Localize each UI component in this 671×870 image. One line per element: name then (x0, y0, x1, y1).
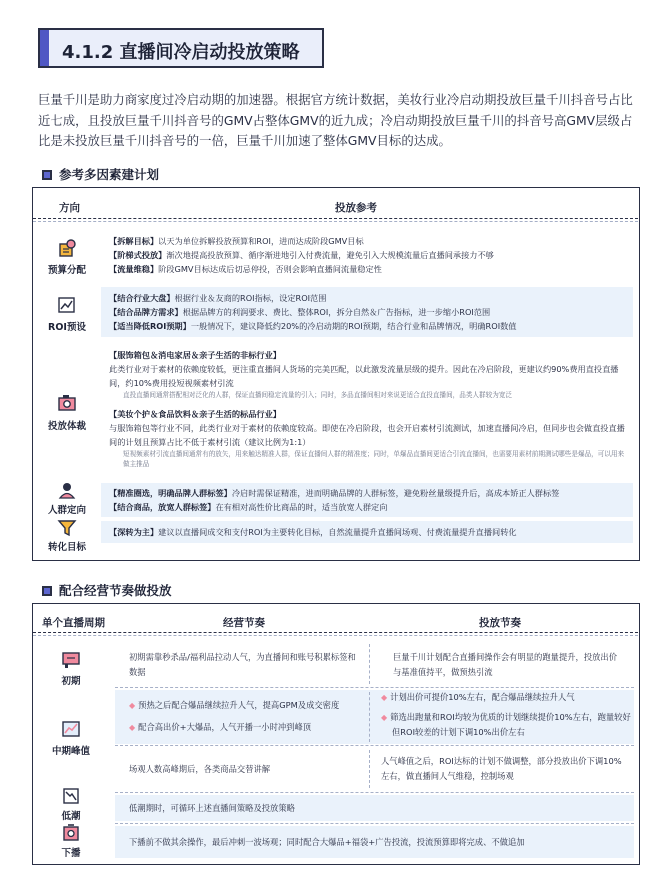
creative-group-1-tag (109, 348, 629, 362)
rising-chart-icon (61, 719, 81, 739)
line-text: 根据品牌方的利润要求、费比、整体ROI，拆分自然＆广告指标，进一步缩小ROI范围 (182, 307, 491, 317)
section-title-box (38, 28, 324, 68)
title-accent-bar (40, 30, 49, 66)
row-divider (115, 792, 634, 793)
creative-group-2-tag (109, 407, 629, 421)
early-placement: 巨量千川计划配合直播间操作会有明显的跑量提升，投放出价与基准值持平，做预热引流 (393, 652, 618, 677)
user-icon (57, 480, 77, 500)
audience-line-1 (109, 486, 629, 500)
creative-group-1-text: 此类行业对于素材的依赖度较低，更注重直播间人货场的完美匹配，以此激发流量层级的提升。因此在冷启阶段，更建议约90%费用直投直播间，约10%费用投短视频素材引流 (109, 364, 619, 388)
peak-operation-2: 场观人数高峰期后，各类商品交替讲解 (129, 764, 271, 774)
row-divider (115, 823, 634, 824)
line-tag: 【流量维稳】 (109, 264, 159, 274)
column-separator (369, 692, 370, 742)
row-audience-text (109, 486, 629, 514)
line-tag: 【结合商品，放宽人群标签】 (109, 502, 216, 512)
bullet-text: 计划出价可提价10%左右，配合爆品继续拉升人气 (390, 692, 575, 702)
line-tag: 【深转为主】 (109, 527, 159, 537)
row-conversion-text (109, 525, 629, 539)
megaphone-icon (61, 650, 81, 670)
line-text: 建议以直播间成交和支付ROI为主要转化目标，自然流量提升直播间场观、付费流量提升直播间转化 (158, 527, 517, 537)
factor-table (32, 187, 640, 561)
line-text: 以天为单位拆解投放预算和ROI，进而达成阶段GMV目标 (158, 236, 364, 246)
peak-placement-bullet-1 (381, 690, 631, 706)
end-broadcast-icon (61, 823, 81, 843)
creative-group-2-note: 短视频素材引流直播间通常有的放矢，用来触达精准人群，保证直播间人群的精准度；同时，单爆品直播间更适合引流直播间，也需要用素材前期测试哪些是爆品，可以用来做主推品 (123, 449, 625, 468)
page-title: 4.1.2 直播间冷启动投放策略 (62, 42, 300, 63)
peak-placement-2: 人气峰值之后，ROI达标的计划不做调整，部分投放出价下调10%左右，做直播间人气维稳，控制场观 (381, 756, 622, 781)
header-divider (33, 218, 638, 219)
row-label-peak: 中期峰值 (51, 746, 90, 757)
col-direction: 方向 (59, 202, 80, 214)
diamond-bullet-icon: ◆ (381, 712, 388, 722)
creative-group-2-text: 与服饰箱包等行业不同，此类行业对于素材的依赖度较高。即使在冷启阶段，也会开启素材引流测试，加速直播间冷启，但同步也会做直投直播间的计划且预算占比不低于素材引流（建议比例为1:1） (109, 422, 625, 447)
section1-heading (42, 165, 159, 183)
row-label-conversion: 转化目标 (47, 542, 86, 553)
col-placement: 投放节奏 (479, 617, 521, 629)
line-text: 冷启时需保证精准，进而明确品牌的人群标签，避免粉丝量级提升后，高成本矫正人群标签 (231, 488, 560, 498)
roi-line-3 (109, 319, 629, 333)
line-tag: 【适当降低ROI预期】 (109, 321, 191, 331)
peak-placement-bullets (381, 690, 631, 740)
row-label-budget: 预算分配 (47, 265, 86, 276)
row-divider (115, 745, 634, 746)
peak-operation-bullets (129, 698, 364, 735)
row-label-roi: ROI预设 (48, 322, 86, 333)
line-text: 渐次地提高投放预算、循序渐进地引入付费流量，避免引入大规模流量后直播间承接力不够 (166, 250, 494, 260)
intro-paragraph: 巨量千川是助力商家度过冷启动期的加速器。根据官方统计数据，美妆行业冷启动期投放巨量千川抖音号占比近七成，且投放巨量千川抖音号的GMV占整体GMV的近九成；冷启动期投放巨量千川的抖音号高GMV层级占比是未投放巨量千川抖音号的一倍，巨量千川加速了整体GMV目标的达成。 (38, 92, 633, 148)
audience-line-2 (109, 500, 629, 514)
header-divider-2 (33, 635, 638, 636)
row-budget-text (109, 234, 629, 276)
line-tag: 【阶梯式投放】 (109, 250, 167, 260)
declining-chart-icon (61, 787, 81, 807)
low-text: 低潮期时，可循环上述直播间策略及投放策略 (129, 803, 295, 813)
group-tag: 【服饰箱包＆消电家居＆亲子生活的非标行业】 (109, 350, 281, 360)
col-period: 单个直播周期 (42, 617, 105, 629)
creative-group-1-note: 直投直播间通常搭配相对泛化的人群，保证直播间稳定流量的引入；同时，多品直播间相对来说更适合直投直播间，品类人群较为宽泛 (123, 391, 513, 399)
bullet-text: 筛选出跑量和ROI均较为优质的计划继续提价10%左右，跑量较好但ROI较差的计划下调10%出价左右 (390, 711, 631, 737)
section2-heading-text: 配合经营节奏做投放 (59, 583, 172, 598)
trend-chart-icon (57, 295, 77, 315)
budget-line-1 (109, 234, 629, 248)
conversion-line-1 (109, 525, 629, 539)
line-text: 在有相对高性价比商品的时，适当放宽人群定向 (215, 502, 388, 512)
column-separator (369, 644, 370, 684)
group-tag: 【美妆个护＆食品饮料＆亲子生活的标品行业】 (109, 408, 281, 419)
budget-icon (57, 238, 77, 258)
peak-operation-bullet-1 (129, 698, 364, 714)
row-divider (115, 687, 634, 688)
row-label-creative: 投放体裁 (47, 421, 86, 432)
line-tag: 【精准圈选，明确品牌人群标签】 (109, 488, 232, 498)
peak-placement-bullet-2 (381, 710, 631, 740)
funnel-icon (57, 518, 77, 538)
row-roi-text (109, 291, 629, 333)
section1-heading-text: 参考多因素建计划 (59, 167, 160, 182)
bullet-text: 配合高出价+大爆品，人气开播一小时冲到峰顶 (138, 721, 312, 732)
row-label-end: 下播 (61, 848, 81, 859)
end-text: 下播前不做其余操作，最后冲刺一波场观；同时配合大爆品+福袋+广告投流，投流预算即将完成、不做追加 (129, 837, 525, 847)
row-label-early: 初期 (61, 676, 81, 687)
row-label-audience: 人群定向 (47, 505, 86, 516)
column-separator (369, 750, 370, 788)
diamond-bullet-icon: ◆ (381, 693, 388, 702)
header-divider-2 (33, 221, 638, 222)
line-tag: 【拆解目标】 (109, 236, 159, 246)
diamond-bullet-icon: ◆ (129, 701, 136, 710)
roi-line-2 (109, 305, 629, 319)
roi-line-1 (109, 291, 629, 305)
square-bullet-icon (42, 170, 52, 180)
row-label-low: 低潮 (61, 811, 81, 822)
diamond-bullet-icon: ◆ (129, 722, 136, 732)
line-tag: 【结合品牌方需求】 (109, 307, 183, 317)
line-text: 阶段GMV目标达成后切忌停投，否则会影响直播间流量稳定性 (158, 264, 382, 274)
header-divider (33, 632, 638, 633)
budget-line-2 (109, 248, 629, 262)
square-bullet-icon (42, 586, 52, 596)
budget-line-3 (109, 262, 629, 276)
col-reference: 投放参考 (335, 202, 377, 214)
section2-heading (42, 581, 172, 599)
rhythm-table (32, 603, 640, 865)
early-operation: 初期需靠秒杀品/福利品拉动人气，为直播间和账号积累标签和数据 (129, 652, 356, 677)
line-tag: 【结合行业大盘】 (109, 293, 175, 303)
bullet-text: 预热之后配合爆品继续拉升人气，提高GPM及成交密度 (138, 700, 340, 710)
row-creative-text (109, 348, 629, 470)
line-text: 一般情况下，建议降低约20%的冷启动期的ROI预期，结合行业和品牌情况，明确ROI数值 (190, 321, 517, 331)
line-text: 根据行业＆友商的ROI指标，设定ROI范围 (174, 293, 327, 303)
camera-icon (57, 393, 77, 413)
col-operation: 经营节奏 (223, 617, 265, 629)
peak-operation-bullet-2 (129, 720, 364, 736)
